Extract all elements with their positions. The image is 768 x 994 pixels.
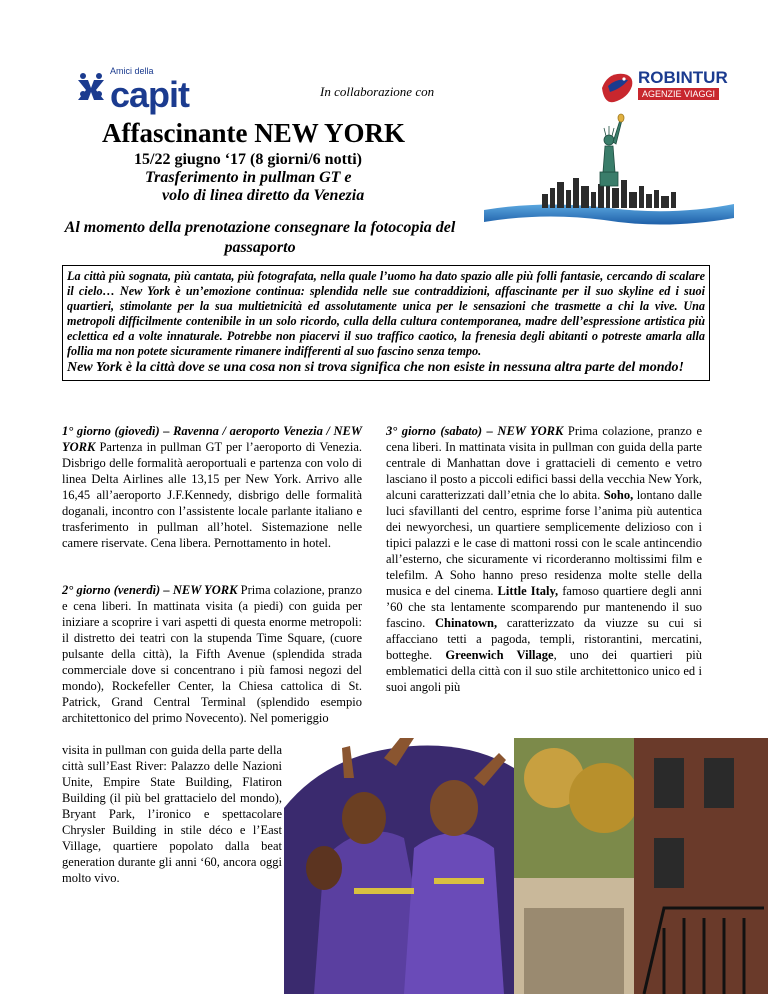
chinatown-label: Chinatown, (434, 616, 498, 630)
robintur-logo (598, 66, 734, 112)
capit-logo-small: Amici della (110, 66, 154, 76)
intro-box (62, 265, 710, 381)
greenwich-label: Greenwich Village (445, 648, 554, 662)
little-italy-label: Little Italy, (497, 584, 559, 598)
day3-text-c: famoso quartiere degli anni ’60 che sta lentamente scomparendo pur mantenendo il suo fascino. (386, 584, 702, 630)
soho-label: Soho, (603, 488, 634, 502)
day2-paragraph (62, 582, 362, 726)
capit-people-icon (74, 70, 108, 110)
transfer-info: Trasferimento in pullman GT e (145, 169, 352, 186)
new-york-photo-collage (284, 738, 768, 994)
capit-logo-text: capit (110, 74, 190, 115)
collaboration-text: In collaborazione con (320, 84, 435, 99)
day1-text: Partenza in pullman GT per l’aeroporto di Venezia. Disbrigo delle formalità aeroportuali e partenza con volo di linea Delta Airlines alle 13,15 per New York. Arrivo alle 16,45 all’aeroporto J.F.Kennedy, disbrigo delle formalità doganali, incontro con l’assistente locale parlante italiano e trasferimento in pullman all’hotel. Sistemazione nelle camere riservate. Cena libera. Pernottamento in hotel. (62, 440, 362, 550)
flight-info: volo di linea diretto da Venezia (162, 187, 365, 204)
day3-text-d: caratterizzato da viuzze su cui si affacciano tetti a pagoda, templi, ristorantini, mercatini, botteghe. (386, 616, 702, 662)
passport-notice: Al momento della prenotazione consegnare la fotocopia del passaporto (64, 219, 456, 256)
new-york-skyline-image (484, 108, 734, 238)
capit-logo (74, 64, 204, 114)
robintur-name: ROBINTUR (638, 68, 728, 87)
day1-heading: 1° giorno (giovedì) – Ravenna / aeroporto Venezia / NEW YORK (62, 424, 362, 454)
day3-text-e: , uno dei quartieri più emblematici della città con il suo stile architettonico unico ed i suoi angoli più (386, 648, 702, 694)
day2-text: Prima colazione, pranzo e cena liberi. In mattinata visita (a piedi) con guida per iniziare a scoprire i vari aspetti di questa enorme metropoli: il distretto dei teatri con la stupenda Time Square, (cuore pulsante della città), la Fifth Avenue (splendida strada commerciale dove si concentrano i più famosi negozi del mondo), Rockefeller Center, la Chiesa cattolica di St. Patrick, Grand Central Terminal (splendido esempio architettonico del primo Novecento). Nel pomeriggio (62, 583, 362, 725)
day2-continued: visita in pullman con guida della parte della città sull’East River: Palazzo delle Nazioni Unite, Empire State Building, Flatiron Building (il più bel grattacielo del mondo), Bryant Park, l’ironico e spettacolare Chrysler Building in stile déco e l’East Village, quartiere popolato dalla beat generation durante gli anni ‘60, ancora oggi molto vivo. (62, 743, 282, 885)
day3-text-b: lontano dalle luci sfavillanti del centro, esprime forse l’anima più autentica dei newyorchesi, un quartiere semplicemente delizioso con i tipici palazzi e le case di mattoni rossi con le scale antincendio all’esterno, che sicuramente vi ricorderanno moltissimi film e telefilm. A Soho hanno preso residenza molte stelle della musica e del cinema. (386, 488, 702, 598)
intro-closing: New York è la città dove se una cosa non si trova significa che non esiste in nessuna altra parte del mondo! (67, 360, 684, 375)
trip-dates: 15/22 giugno ‘17 (8 giorni/6 notti) (134, 151, 363, 168)
robin-bird-icon (598, 68, 636, 108)
day3-heading: 3° giorno (sabato) – NEW YORK (386, 424, 564, 438)
day3-paragraph (386, 423, 702, 695)
page-title: Affascinante NEW YORK (102, 118, 405, 148)
day3-text-a: Prima colazione, pranzo e cena liberi. In mattinata visita in pullman con guida della parte centrale di Manhattan dove i grattacieli di cemento e vetro lasciano il posto a piccoli edifici bassi della vecchia New York, alcuni caratterizzati dall’etnia che lo abita. (386, 424, 702, 502)
robintur-sub: AGENZIE VIAGGI (638, 88, 719, 100)
day2-heading: 2° giorno (venerdì) – NEW YORK (62, 583, 238, 597)
day1-paragraph (62, 423, 362, 551)
intro-text: La città più sognata, più cantata, più fotografata, nella quale l’uomo ha dato spazio alle più folli fantasie, cercando di scalare il cielo… New York è un’emozione continua: splendida nelle sue contraddizioni, affascinante per il suo skyline ed i suoi quartieri, stimolante per la sua multietnicità ed assolutamente unica per le sensazioni che trasmette a chi la vive. Una metropoli difficilmente contenibile in un solo ricordo, culla della cultura contemporanea, madre dell’espressione artistica più eclettica ed a volte innaturale. Potrebbe non piacervi il suo traffico caotico, la frenesia degli abitanti o potreste amarla alla follia ma non potete sicuramente rimanere indifferenti al suo fascino senza tempo. (67, 269, 705, 358)
